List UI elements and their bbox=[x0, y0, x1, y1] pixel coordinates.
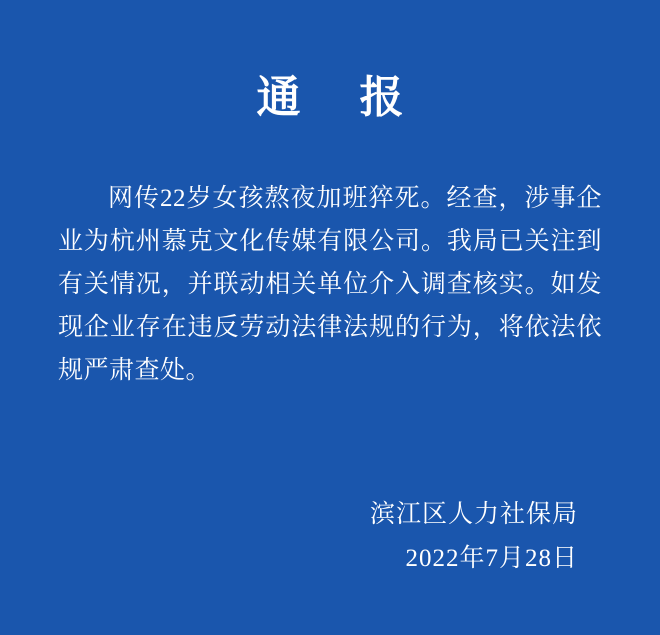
document-title: 通 报 bbox=[256, 73, 428, 122]
signature-block bbox=[40, 496, 620, 577]
signature-organization: 滨江区人力社保局 bbox=[369, 501, 578, 528]
signature-date: 2022年7月28日 bbox=[405, 544, 578, 572]
document-body-text: 网传22岁女孩熬夜加班猝死。经查，涉事企业为杭州慕克文化传媒有限公司。我局已关注到有关情况，并联动相关单位介入调查核实。如发现企业存在违反劳动法律法规的行为，将依法依规严肃查处。 bbox=[58, 184, 602, 384]
